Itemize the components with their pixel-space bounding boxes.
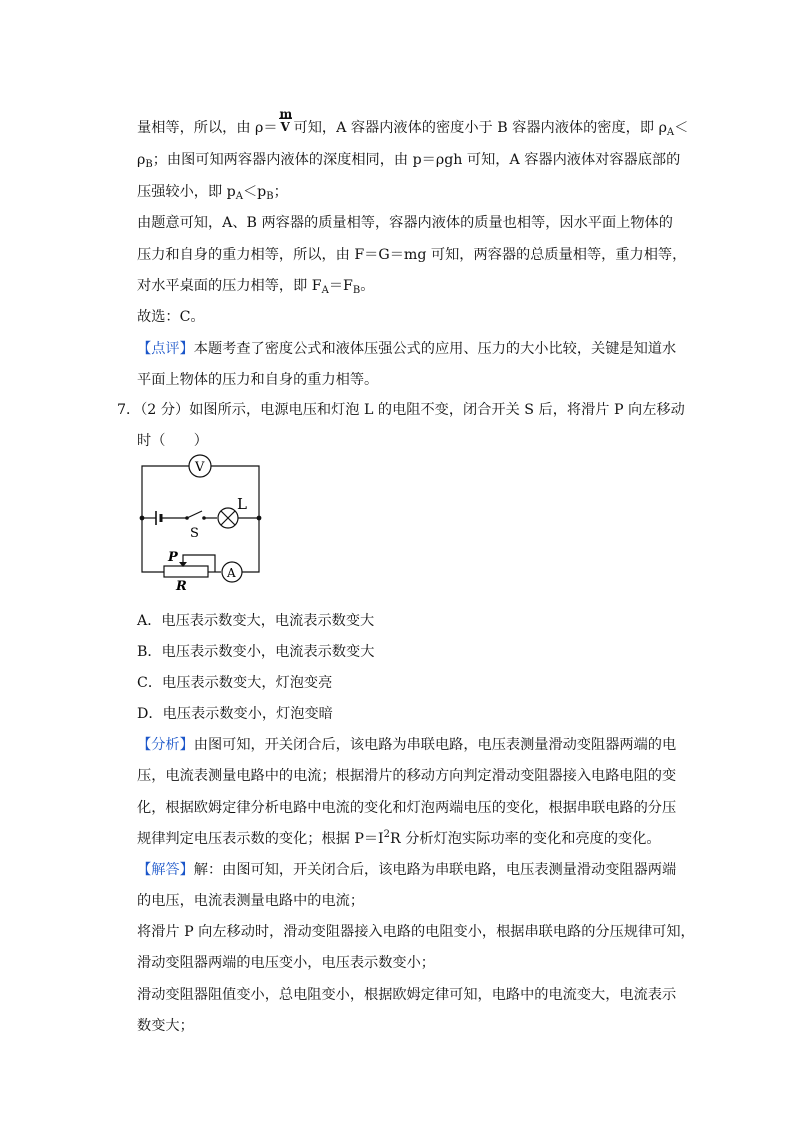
circuit-diagram	[132, 453, 272, 594]
text-line: 压力和自身的重力相等，所以，由 F＝G＝mg 可知，两容器的总质量相等，重力相等，	[137, 247, 687, 263]
resistor-label: R	[176, 579, 187, 594]
option-a: A．电压表示数变大，电流表示数变大	[137, 613, 375, 629]
lamp-label: L	[237, 495, 247, 513]
slider-wire	[183, 555, 215, 572]
density-fraction: m V	[279, 107, 293, 134]
text-line: 故选：C。	[137, 309, 205, 325]
text-line: 化，根据欧姆定律分析电路中电流的变化和灯泡两端电压的变化，根据串联电路的分压	[137, 800, 677, 816]
wire	[142, 466, 189, 518]
option-b: B．电压表示数变小，电流表示数变大	[137, 644, 375, 660]
voltmeter-label: V	[195, 460, 205, 475]
junction-dot	[140, 516, 145, 521]
ammeter-label: A	[227, 566, 236, 580]
text-line: 将滑片 P 向左移动时，滑动变阻器接入电路的电阻变小，根据串联电路的分压规律可知，	[137, 924, 695, 940]
analysis-line: 【分析】由图可知，开关闭合后，该电路为串联电路，电压表测量滑动变阻器两端的电	[137, 737, 677, 753]
text-line: 的电压，电流表测量电路中的电流；	[137, 893, 365, 909]
text-line: 数变大；	[137, 1018, 194, 1034]
comment-line: 【点评】本题考查了密度公式和液体压强公式的应用、压力的大小比较，关键是知道水	[137, 341, 677, 357]
question-score: （2 分）	[140, 402, 190, 418]
answer-line: 【解答】解：由图可知，开关闭合后，该电路为串联电路，电压表测量滑动变阻器两端	[137, 862, 677, 878]
text-line: 压强较小，即 $p_A<p_B$；	[137, 184, 288, 202]
text-line: 量相等，所以，由 ρ＝ m V 可知，A 容器内液体的密度小于 B 容器内液体的密度，即 $\rho_A<$	[137, 107, 689, 138]
text-line: 滑动变阻器阻值变小，总电阻变小，根据欧姆定律可知，电路中的电流变大，电流表示	[137, 987, 677, 1003]
text-line: 对水平桌面的压力相等，即 $F_A=F_B$。	[137, 278, 375, 296]
wire	[242, 518, 259, 572]
answer-tag: 【解答】	[137, 862, 194, 878]
question-7	[117, 400, 685, 420]
option-d: D．电压表示数变小，灯泡变暗	[137, 706, 333, 722]
rheostat-icon	[164, 566, 208, 577]
option-c: C．电压表示数变大，灯泡变亮	[137, 675, 333, 691]
text-line: 压，电流表测量电路中的电流；根据滑片的移动方向判定滑动变阻器接入电路电阻的变	[137, 768, 677, 784]
slider-label: P	[168, 550, 178, 565]
text-line: 由题意可知，A、B 两容器的质量相等，容器内液体的质量也相等，因水平面上物体的	[137, 215, 673, 231]
question-text-line: 时（ ）	[137, 433, 208, 449]
switch-icon	[187, 511, 202, 518]
junction-dot	[257, 516, 262, 521]
text-line: $\rho_B$；由图可知两容器内液体的深度相同，由 p＝ρgh 可知，A 容器内液体对容器底部的	[137, 152, 681, 170]
question-text: 如图所示，电源电压和灯泡 L 的电阻不变，闭合开关 S 后，将滑片 P 向左移动	[189, 402, 685, 418]
text-line: 规律判定电压表示数的变化；根据 $P=I^2R$ 分析灯泡实际功率的变化和亮度的变化。	[137, 829, 661, 847]
text-line: 平面上物体的压力和自身的重力相等。	[137, 372, 379, 388]
wire	[142, 518, 164, 572]
analysis-tag: 【分析】	[137, 737, 194, 753]
switch-label: S	[190, 526, 199, 541]
comment-tag: 【点评】	[137, 341, 194, 357]
text-line: 滑动变阻器两端的电压变小，电压表示数变小；	[137, 955, 435, 971]
question-number: 7．	[117, 402, 141, 418]
